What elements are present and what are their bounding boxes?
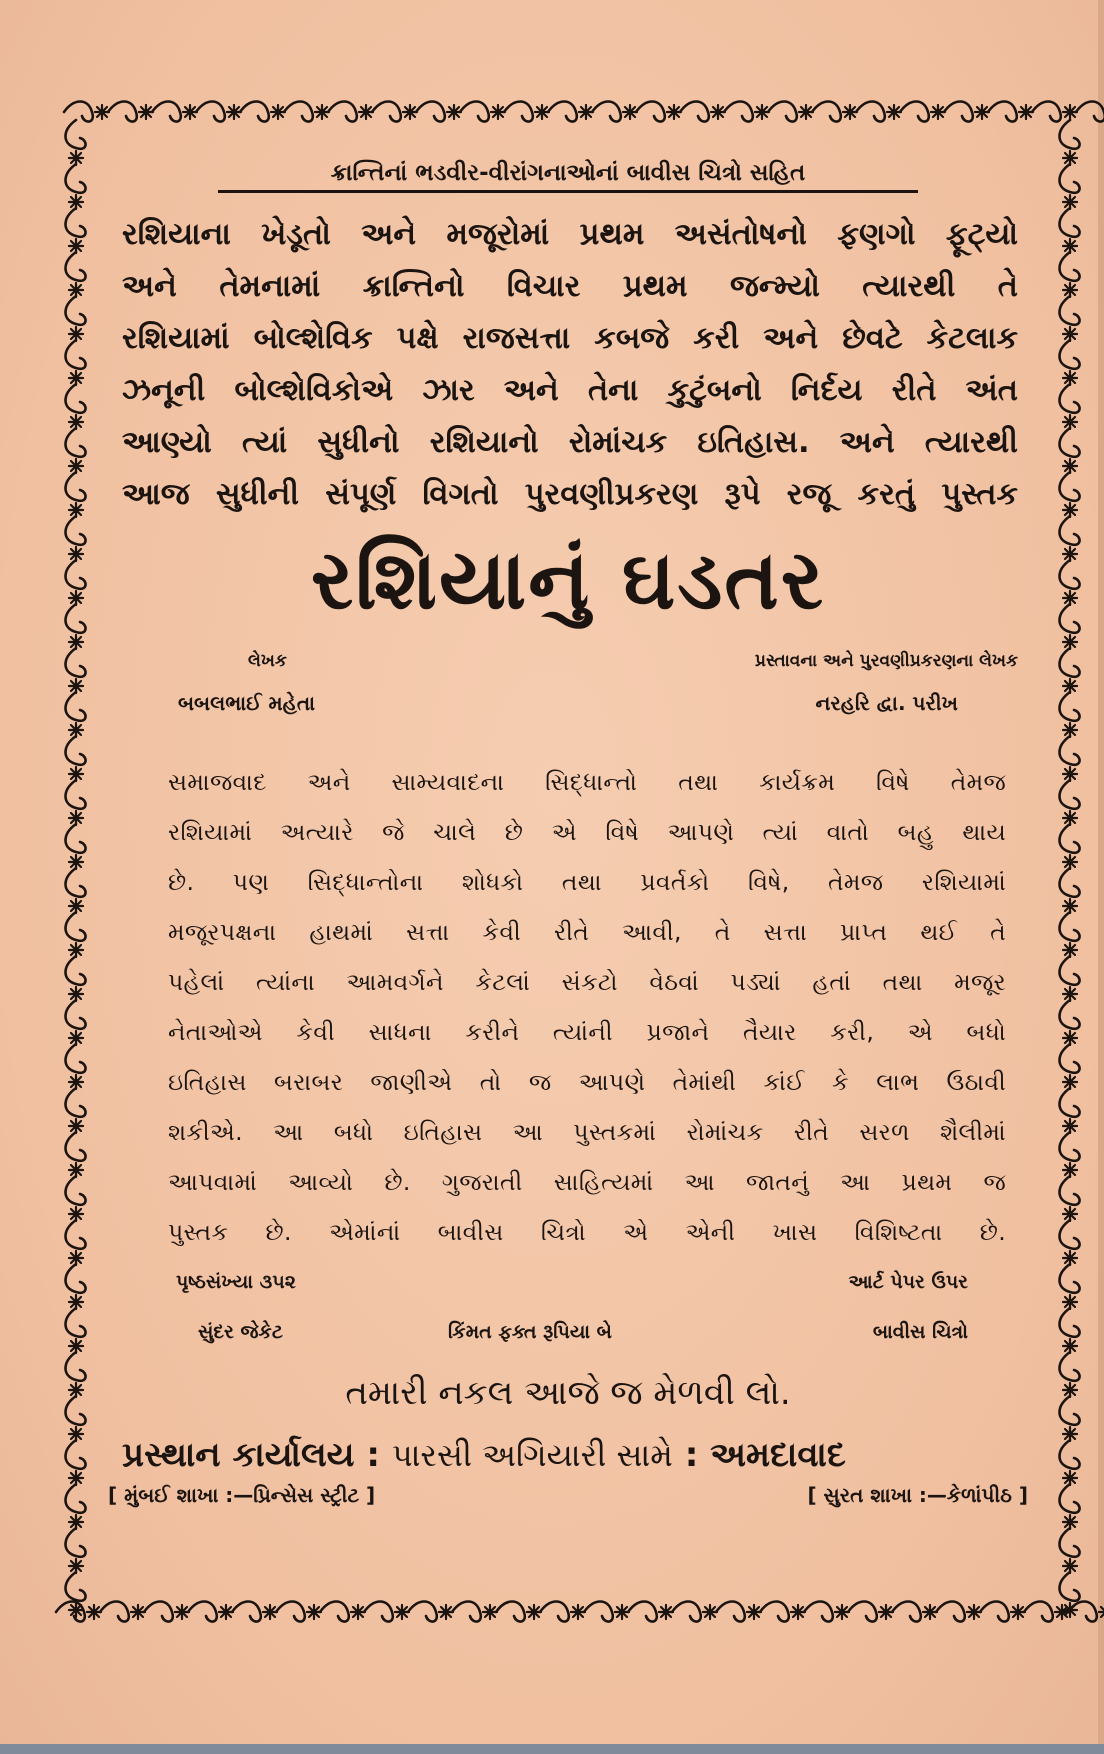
- publisher-separator: :: [366, 1435, 380, 1475]
- specs-row-2: [108, 1321, 1028, 1363]
- body-line: ઇતિહાસ બરાબર જાણીએ તો જ આપણે તેમાંથી કાંઈ કે લાભ ઉઠાવી: [168, 1068, 1006, 1096]
- description-paragraph: [168, 757, 1006, 1257]
- author-role: લેખક: [248, 651, 287, 671]
- authors-block: [108, 651, 1028, 739]
- publisher-separator: :: [684, 1435, 699, 1475]
- body-line: નેતાઓએ કેવી સાધના કરીને ત્યાંની પ્રજાને તૈયાર કરી, એ બધો: [168, 1018, 1006, 1046]
- body-line: સમાજવાદ અને સામ્યવાદના સિદ્ધાન્તો તથા કાર્યક્રમ વિષે તેમજ: [168, 768, 1006, 796]
- body-line: રશિયામાં અત્યારે જે ચાલે છે એ વિષે આપણે ત્યાં વાતો બહુ થાય: [168, 818, 1006, 846]
- publisher-line: [122, 1435, 1028, 1475]
- intro-line: રશિયાના ખેડૂતો અને મજૂરોમાં પ્રથમ અસંતોષનો ફણગો ફૂટ્યો: [122, 217, 1018, 252]
- preface-author-role: પ્રસ્તાવના અને પુરવણીપ્રકરણના લેખક: [754, 651, 1018, 671]
- author-credit: [178, 651, 315, 715]
- intro-line: ઝનૂની બોલ્શેવિકોએ ઝાર અને તેના કુટુંબનો નિર્દય રીતે અંત: [122, 373, 1018, 408]
- advertisement-content: [108, 150, 1028, 1590]
- header-tagline: ક્રાન્તિનાં ભડવીર-વીરાંગનાઓનાં બાવીસ ચિત્રો સહિત: [218, 160, 918, 193]
- mumbai-branch: [ મુંબઈ શાખા :—પ્રિન્સેસ સ્ટ્રીટ ]: [108, 1483, 376, 1507]
- body-line: પુસ્તક છે. એમાંનાં બાવીસ ચિત્રો એ એની ખાસ વિશિષ્ટતા છે.: [168, 1218, 1006, 1246]
- body-line: શકીએ. આ બધો ઇતિહાસ આ પુસ્તકમાં રોમાંચક રીતે સરળ શૈલીમાં: [168, 1118, 1006, 1146]
- intro-paragraph: [122, 209, 1018, 521]
- body-line: છે. પણ સિદ્ધાન્તોના શોધકો તથા પ્રવર્તકો વિષે, તેમજ રશિયામાં: [168, 868, 1006, 896]
- body-line: પહેલાં ત્યાંના આમવર્ગને કેટલાં સંકટો વેઠવાં પડ્યાં હતાં તથા મજૂર: [168, 968, 1006, 996]
- price: કિંમત ફક્ત રૂપિયા બે: [448, 1321, 612, 1343]
- author-name: બબલભાઈ મહેતા: [178, 691, 316, 715]
- jacket-note: સુંદર જેકેટ: [198, 1321, 283, 1343]
- call-to-action: તમારી નકલ આજે જ મેળવી લો.: [345, 1373, 791, 1413]
- branch-offices: [108, 1483, 1028, 1523]
- paper-type: આર્ટ પેપર ઉપર: [848, 1271, 968, 1293]
- pictures-note: બાવીસ ચિત્રો: [872, 1321, 968, 1343]
- page-count: પૃષ્ઠસંખ્યા ૩૫૨: [176, 1271, 296, 1293]
- intro-line: આજ સુધીની સંપૂર્ણ વિગતો પુરવણીપ્રકરણ રૂપે રજૂ કરતું પુસ્તક: [122, 477, 1018, 512]
- intro-line: રશિયામાં બોલ્શેવિક પક્ષે રાજસત્તા કબજે કરી અને છેવટે કેટલાક: [122, 321, 1018, 356]
- publisher-name: પ્રસ્થાન કાર્યાલય: [122, 1435, 355, 1475]
- specs-row-1: [108, 1271, 1028, 1313]
- publisher-address: પારસી અગિયારી સામે: [391, 1436, 673, 1474]
- preface-author-credit: [755, 651, 1018, 715]
- intro-line: આણ્યો ત્યાં સુધીનો રશિયાનો રોમાંચક ઇતિહાસ. અને ત્યારથી: [122, 425, 1018, 460]
- body-line: આપવામાં આવ્યો છે. ગુજરાતી સાહિત્યમાં આ જાતનું આ પ્રથમ જ: [168, 1168, 1006, 1196]
- surat-branch: [ સુરત શાખા :—કેળાંપીઠ ]: [807, 1483, 1028, 1507]
- publisher-city: અમદાવાદ: [710, 1435, 846, 1475]
- preface-author-name: નરહરિ દ્વા. પરીખ: [815, 691, 958, 715]
- body-line: મજૂરપક્ષના હાથમાં સત્તા કેવી રીતે આવી, તે સત્તા પ્રાપ્ત થઈ તે: [168, 918, 1006, 946]
- book-title: રશિયાનું ઘડતર: [310, 533, 826, 628]
- intro-line: અને તેમનામાં ક્રાન્તિનો વિચાર પ્રથમ જન્મ્યો ત્યારથી તે: [122, 269, 1018, 304]
